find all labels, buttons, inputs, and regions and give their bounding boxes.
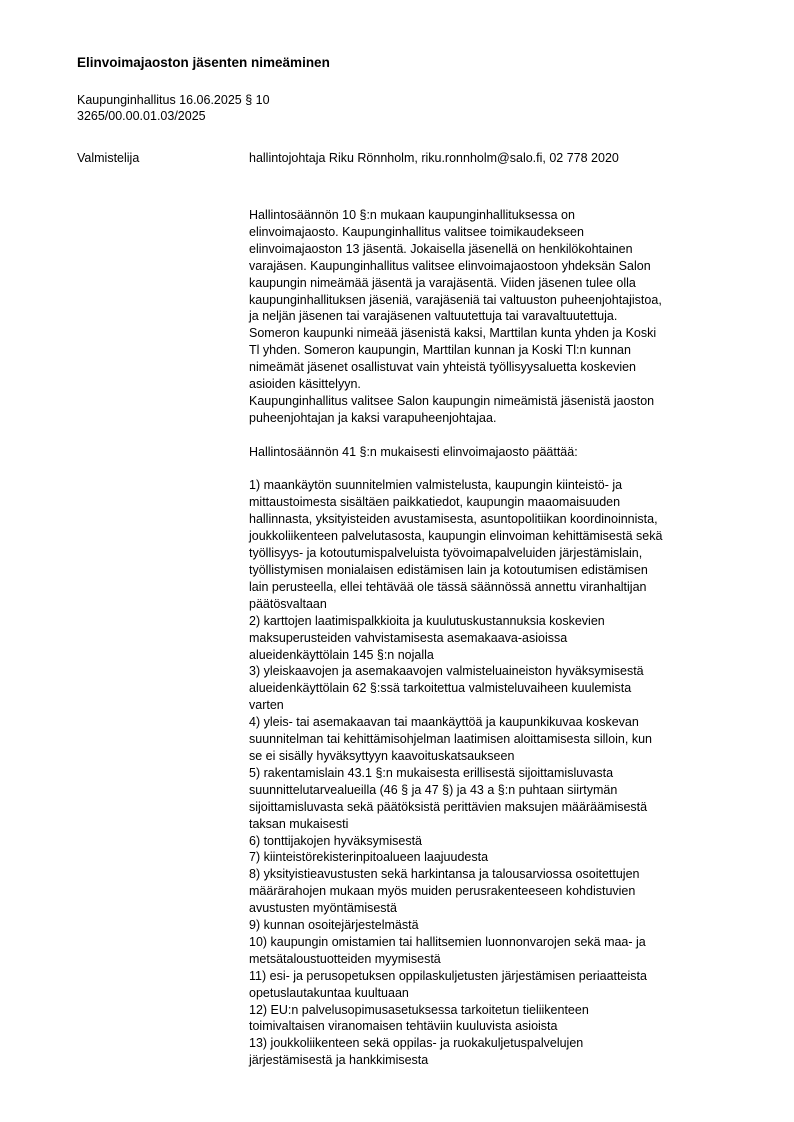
text-line: Hallintosäännön 41 §:n mukaisesti elinvoimajaosto päättää: xyxy=(249,444,578,459)
document-page xyxy=(77,55,757,166)
preparer-row xyxy=(77,150,757,166)
text-line: elinvoimajaosto. Kaupunginhallitus valitsee toimikaudekseen xyxy=(249,224,584,239)
text-line: asioiden käsittelyyn. xyxy=(249,377,361,392)
text-line: Tl yhden. Someron kaupungin, Marttilan kunnan ja Koski Tl:n kunnan xyxy=(249,343,631,358)
paragraph-gap xyxy=(249,427,739,444)
text-line: lain perusteella, ellei tehtävää ole tässä säännössä annettu viranhaltijan xyxy=(249,579,647,594)
text-line: nimeämät jäsenet osallistuvat vain yhteistä työllisyysaluetta koskevien xyxy=(249,360,636,375)
text-line: 8) yksityistieavustusten sekä harkintansa ja talousarviossa osoitettujen xyxy=(249,867,640,882)
text-line: 3) yleiskaavojen ja asemakaavojen valmisteluaineiston hyväksymisestä xyxy=(249,664,644,679)
text-line: alueidenkäyttölain 145 §:n nojalla xyxy=(249,647,434,662)
text-line: alueidenkäyttölain 62 §:ssä tarkoitettua valmisteluvaiheen kuulemista xyxy=(249,681,632,696)
text-line: työllisyys- ja kotoutumispalveluista työvoimapalveluiden järjestämislain, xyxy=(249,546,643,561)
text-line: 12) EU:n palvelusopimusasetuksessa tarkoitetun tieliikenteen xyxy=(249,1002,589,1017)
text-line: metsätaloustuotteiden myymisestä xyxy=(249,951,441,966)
text-line: 1) maankäytön suunnitelmien valmistelusta, kaupungin kiinteistö- ja xyxy=(249,478,623,493)
text-line: puheenjohtajan ja kaksi varapuheenjohtajaa. xyxy=(249,410,497,425)
text-line: ja neljän jäsenen tai varajäsenen valtuutettuja tai varavaltuutettuja. xyxy=(249,309,618,324)
paragraph-gap xyxy=(249,461,739,478)
text-line: avustusten myöntämisestä xyxy=(249,901,397,916)
text-line: hallinnasta, yksityisteiden avustamisesta, asuntopolitiikan koordinoinnista, xyxy=(249,512,658,527)
text-line: päätösvaltaan xyxy=(249,596,327,611)
text-line: kaupungin nimeämää jäsentä ja varajäsentä. Viiden jäsenen tulee olla xyxy=(249,275,636,290)
text-line: 11) esi- ja perusopetuksen oppilaskuljetusten järjestämisen periaatteista xyxy=(249,968,647,983)
meeting-info xyxy=(77,92,757,124)
text-line: Someron kaupunki nimeää jäsenistä kaksi, Marttilan kunta yhden ja Koski xyxy=(249,326,657,341)
text-line: järjestämisestä ja hankkimisesta xyxy=(249,1053,429,1068)
text-line: kaupunginhallituksen jäseniä, varajäseniä tai valtuuston puheenjohtajistoa, xyxy=(249,292,662,307)
text-line: työllistymisen monialaisen edistämisen lain ja kotoutumisen edistämisen xyxy=(249,563,648,577)
document-body xyxy=(249,207,739,1069)
text-line: toimivaltaisen viranomaisen tehtäviin kuuluvista asioista xyxy=(249,1019,558,1034)
text-line: 10) kaupungin omistamien tai hallitsemien luonnonvarojen sekä maa- ja xyxy=(249,934,646,949)
meeting-line: Kaupunginhallitus 16.06.2025 § 10 xyxy=(77,93,270,107)
text-line: 2) karttojen laatimispalkkioita ja kuulutuskustannuksia koskevien xyxy=(249,613,605,628)
text-line: mittaustoimesta sisältäen paikkatiedot, kaupungin maaomaisuuden xyxy=(249,495,621,510)
text-line: 9) kunnan osoitejärjestelmästä xyxy=(249,918,419,933)
text-line: varten xyxy=(249,698,284,713)
text-line: 7) kiinteistörekisterinpitoalueen laajuudesta xyxy=(249,850,489,865)
text-line: opetuslautakuntaa kuultuaan xyxy=(249,985,409,1000)
text-line: Hallintosäännön 10 §:n mukaan kaupunginhallituksessa on xyxy=(249,208,575,222)
text-line: maksuperusteiden vahvistamisesta asemakaava-asioissa xyxy=(249,630,568,645)
text-line: se ei sisälly hyväksyttyyn kaavoituskatsaukseen xyxy=(249,748,515,763)
text-line: määrärahojen mukaan myös muiden perusrakenteeseen kohdistuvien xyxy=(249,884,636,899)
text-line: 6) tonttijakojen hyväksymisestä xyxy=(249,833,422,848)
text-line: elinvoimajaoston 13 jäsentä. Jokaisella jäsenellä on henkilökohtainen xyxy=(249,241,633,256)
preparer-label: Valmistelija xyxy=(77,151,140,165)
record-id: 3265/00.00.01.03/2025 xyxy=(77,109,206,123)
text-line: varajäsen. Kaupunginhallitus valitsee elinvoimajaostoon yhdeksän Salon xyxy=(249,258,651,273)
body-paragraph xyxy=(249,207,739,427)
preparer-value: hallintojohtaja Riku Rönnholm, riku.ronnholm@salo.fi, 02 778 2020 xyxy=(249,151,619,165)
document-title: Elinvoimajaoston jäsenten nimeäminen xyxy=(77,55,330,70)
text-line: 13) joukkoliikenteen sekä oppilas- ja ruokakuljetuspalvelujen xyxy=(249,1036,584,1051)
body-paragraph xyxy=(249,477,739,1069)
text-line: 4) yleis- tai asemakaavan tai maankäyttöä ja kaupunkikuvaa koskevan xyxy=(249,715,639,730)
text-line: Kaupunginhallitus valitsee Salon kaupungin nimeämistä jäsenistä jaoston xyxy=(249,393,655,408)
body-paragraph xyxy=(249,444,739,461)
text-line: suunnitelman tai kehittämisohjelman laatimisen aloittamisesta silloin, kun xyxy=(249,732,652,747)
text-line: 5) rakentamislain 43.1 §:n mukaisesta erillisestä sijoittamisluvasta xyxy=(249,765,614,780)
text-line: joukkoliikenteen palvelutasosta, kaupungin elinvoiman kehittämisestä sekä xyxy=(249,529,663,544)
text-line: taksan mukaisesti xyxy=(249,816,349,831)
text-line: suunnittelutarvealueilla (46 § ja 47 §) ja 43 a §:n puhtaan siirtymän xyxy=(249,782,618,797)
text-line: sijoittamisluvasta sekä päätöksistä perittävien maksujen määräämisestä xyxy=(249,799,648,814)
